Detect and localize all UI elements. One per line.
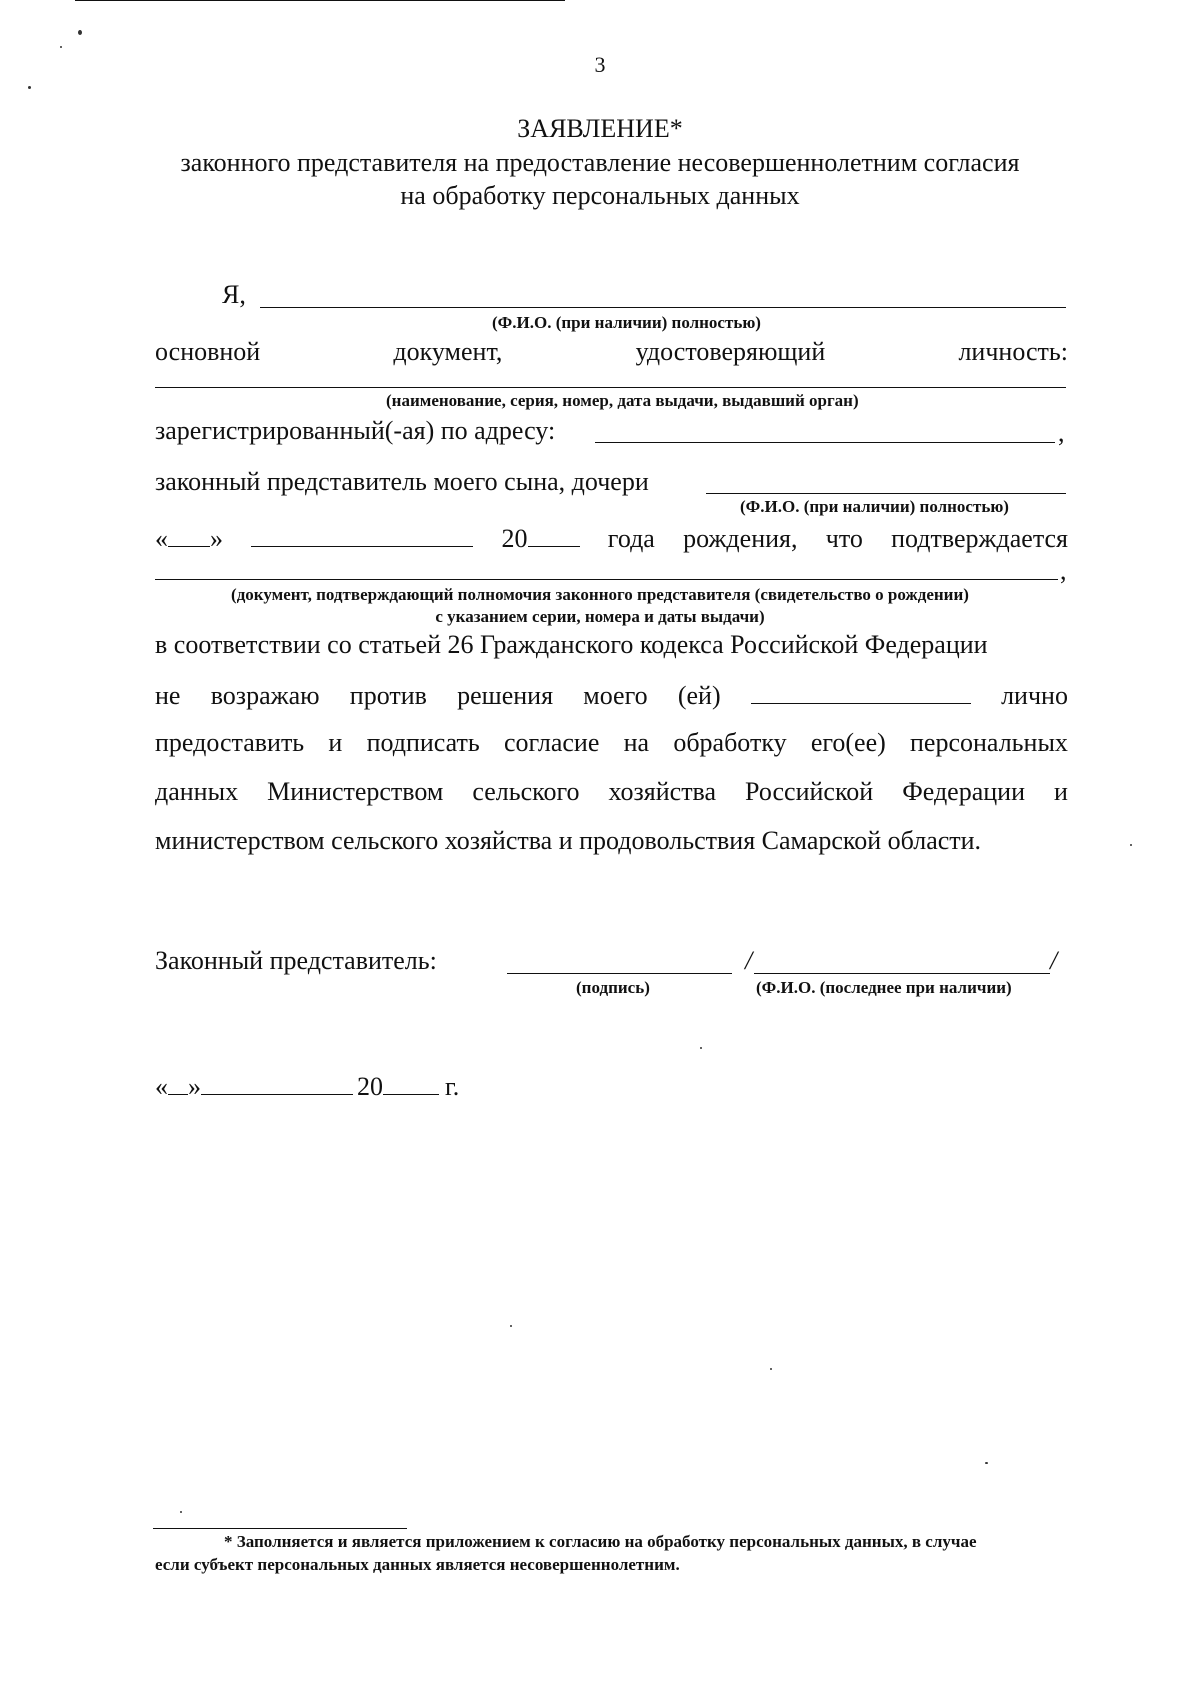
birth-day: « » <box>155 524 223 553</box>
body-text: в соответствии со статьей 26 Гражданского кодекса Российской Федерации <box>155 630 988 659</box>
birth-word: рождения, <box>683 524 798 553</box>
body-word: обработку <box>673 728 787 757</box>
body-word: предоставить <box>155 728 305 757</box>
body-word: персональных <box>910 728 1068 757</box>
body-word: хозяйства <box>608 777 717 806</box>
authority-document-blank[interactable] <box>155 579 1058 580</box>
body-word: Федерации <box>902 777 1025 806</box>
scan-top-edge <box>75 0 565 1</box>
child-relation-blank[interactable] <box>751 679 971 704</box>
document-subtitle-line2: на обработку персональных данных <box>400 181 800 210</box>
date-day-blank[interactable] <box>168 1070 188 1095</box>
footnote-separator <box>153 1528 407 1529</box>
scan-speck <box>1130 844 1132 846</box>
fio-caption: (Ф.И.О. (при наличии) полностью) <box>492 313 761 332</box>
body-word: и <box>1054 777 1068 806</box>
body-word: возражаю <box>210 681 320 710</box>
body-word: моего <box>583 681 648 710</box>
i-label: Я, <box>222 280 246 309</box>
document-line <box>155 337 1068 367</box>
footnote-line2: если субъект персональных данных является несовершеннолетним. <box>155 1555 680 1574</box>
body-word: решения <box>457 681 554 710</box>
doc-word: удостоверяющий <box>635 337 826 366</box>
scan-speck <box>510 1325 512 1327</box>
day-blank[interactable] <box>168 522 210 547</box>
document-caption: (наименование, серия, номер, дата выдачи, выдавший орган) <box>386 391 859 410</box>
child-fio-caption: (Ф.И.О. (при наличии) полностью) <box>740 497 1009 516</box>
signature-fio-caption: (Ф.И.О. (последнее при наличии) <box>756 978 1012 997</box>
birth-year: 20 <box>502 522 580 554</box>
signature-fio-blank[interactable] <box>754 973 1050 974</box>
month-blank[interactable] <box>251 522 473 547</box>
scan-speck <box>28 86 31 89</box>
year-blank[interactable] <box>528 522 580 547</box>
date-quote: « <box>155 1072 168 1101</box>
document-subtitle-line1: законного представителя на предоставление несовершеннолетним согласия <box>180 148 1020 177</box>
birth-word: что <box>825 524 863 553</box>
scan-speck <box>700 1047 702 1049</box>
address-comma: , <box>1058 418 1065 447</box>
birth-word: года <box>607 524 655 553</box>
scan-speck <box>985 1462 988 1464</box>
authority-comma: , <box>1060 556 1067 585</box>
authority-caption-line2: с указанием серии, номера и даты выдачи) <box>435 607 765 626</box>
date-quote: » <box>188 1072 201 1101</box>
body-word: подписать <box>366 728 480 757</box>
footnote-line1: * Заполняется и является приложением к согласию на обработку персональных данных, в случае <box>224 1532 977 1551</box>
document-title: ЗАЯВЛЕНИЕ* <box>517 114 683 143</box>
body-word: его(ее) <box>810 728 886 757</box>
fio-blank[interactable] <box>260 307 1066 308</box>
scan-speck <box>180 1511 182 1513</box>
authority-caption-line1: (документ, подтверждающий полномочия законного представителя (свидетельство о рождении) <box>231 585 969 604</box>
body-line3 <box>155 728 1068 758</box>
address-label: зарегистрированный(-ая) по адресу: <box>155 416 556 445</box>
body-word: сельского <box>472 777 580 806</box>
body-word: согласие <box>503 728 600 757</box>
body-line4 <box>155 777 1068 807</box>
body-line1 <box>155 630 1068 660</box>
doc-word: документ, <box>393 337 503 366</box>
body-word: Российской <box>745 777 874 806</box>
body-word: на <box>623 728 650 757</box>
date-line <box>155 1070 459 1102</box>
address-blank[interactable] <box>595 442 1055 443</box>
document-blank[interactable] <box>155 387 1066 388</box>
body-word: против <box>349 681 427 710</box>
doc-word: основной <box>155 337 261 366</box>
child-fio-blank[interactable] <box>706 493 1066 494</box>
signature-blank[interactable] <box>507 973 732 974</box>
body-line5: министерством сельского хозяйства и продовольствия Самарской области. <box>155 826 982 855</box>
birth-word: подтверждается <box>891 524 1068 553</box>
date-year-blank[interactable] <box>383 1070 439 1095</box>
body-word: (ей) <box>677 681 721 710</box>
body-word: не <box>155 681 181 710</box>
scan-speck <box>60 46 62 48</box>
birth-date-line <box>155 522 1068 554</box>
body-word: и <box>328 728 343 757</box>
representative-label: законный представитель моего сына, дочери <box>155 467 649 496</box>
date-month-blank[interactable] <box>201 1070 353 1095</box>
scan-speck <box>770 1368 772 1370</box>
page-number: 3 <box>594 52 606 77</box>
date-year-suffix: г. <box>445 1072 460 1101</box>
scan-speck <box>78 30 82 35</box>
signature-caption: (подпись) <box>576 978 650 997</box>
signature-label: Законный представитель: <box>155 946 437 975</box>
body-line2 <box>155 679 1068 711</box>
slash-close: / <box>1050 946 1058 975</box>
body-word: Министерством <box>267 777 444 806</box>
date-year-prefix: 20 <box>357 1072 383 1101</box>
body-word: данных <box>155 777 239 806</box>
body-word: лично <box>1001 681 1068 710</box>
slash-open: / <box>745 946 753 975</box>
doc-word: личность: <box>958 337 1068 366</box>
